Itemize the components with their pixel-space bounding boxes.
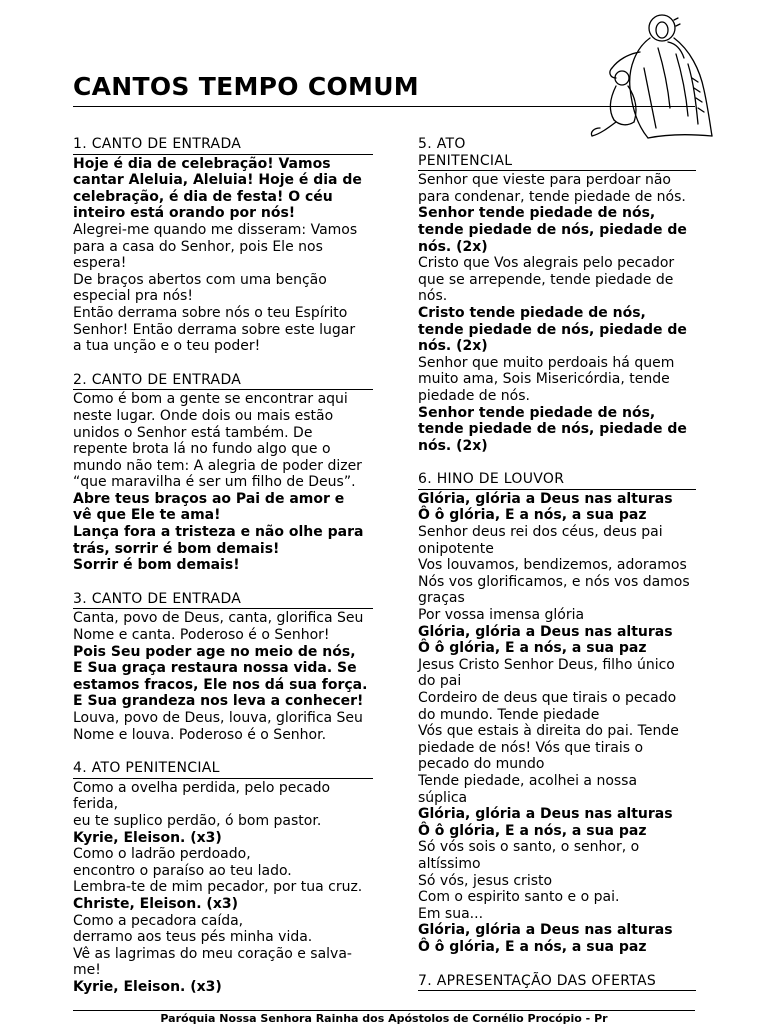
refrain-line: Christe, Eleison. (x3): [73, 895, 238, 912]
refrain-line: E Sua graça restaura nossa vida. Se: [73, 660, 357, 677]
refrain-line: Glória, glória a Deus nas alturas: [418, 490, 673, 507]
refrain-line: Ô ô glória, E a nós, a sua paz: [418, 640, 647, 657]
lyric-line: repente brota lá no fundo algo que o: [73, 441, 331, 458]
song-section: [418, 973, 696, 992]
refrain-line: inteiro está orando por nós!: [73, 205, 296, 222]
lyric-line: Em sua...: [418, 905, 484, 922]
lyric-line: Senhor que muito perdoais há quem: [418, 354, 675, 371]
lyric-line: Como a ovelha perdida, pelo pecado: [73, 779, 331, 796]
lyric-line: que se arrepende, tende piedade de: [418, 271, 674, 288]
lyric-line: Canta, povo de Deus, canta, glorifica Seu: [73, 610, 364, 627]
lyric-line: Nome e canta. Poderoso é o Senhor!: [73, 627, 330, 644]
refrain-line: tende piedade de nós, piedade de: [418, 221, 687, 238]
lyric-line: Senhor que vieste para perdoar não: [418, 172, 671, 189]
refrain-line: nós. (2x): [418, 437, 488, 454]
lyric-line: onipotente: [418, 540, 494, 557]
section-heading: 5. ATO PENITENCIAL: [418, 136, 696, 171]
song-section: [418, 136, 696, 454]
refrain-line: E Sua grandeza nos leva a conhecer!: [73, 693, 364, 710]
lyric-line: do pai: [418, 673, 462, 690]
refrain-line: Cristo tende piedade de nós,: [418, 304, 646, 321]
footer-text: Paróquia Nossa Senhora Rainha dos Apóstolos de Cornélio Procópio - Pr: [160, 1012, 608, 1025]
refrain-line: Pois Seu poder age no meio de nós,: [73, 643, 356, 660]
refrain-line: Kyrie, Eleison. (x3): [73, 978, 222, 995]
refrain-line: Abre teus braços ao Pai de amor e: [73, 490, 345, 507]
lyric-line: Só vós sois o santo, o senhor, o: [418, 839, 640, 856]
lyric-line: Com o espirito santo e o pai.: [418, 889, 620, 906]
song-section: [73, 136, 373, 355]
lyric-line: Como a pecadora caída,: [73, 912, 244, 929]
refrain-line: Glória, glória a Deus nas alturas: [418, 806, 673, 823]
lyric-line: De braços abertos com uma benção: [73, 271, 327, 288]
lyric-line: me!: [73, 962, 101, 979]
refrain-line: tende piedade de nós, piedade de: [418, 321, 687, 338]
refrain-line: tende piedade de nós, piedade de: [418, 421, 687, 438]
lyric-line: Vê as lagrimas do meu coração e salva-: [73, 945, 352, 962]
section-heading: 4. ATO PENITENCIAL: [73, 760, 373, 779]
lyric-line: Como é bom a gente se encontrar aqui: [73, 391, 348, 408]
lyric-line: Senhor deus rei dos céus, deus pai: [418, 524, 663, 541]
section-heading: 6. HINO DE LOUVOR: [418, 471, 696, 490]
lyric-line: Nós vos glorificamos, e nós vos damos: [418, 573, 690, 590]
lyric-line: neste lugar. Onde dois ou mais estão: [73, 407, 334, 424]
lyric-line: encontro o paraíso ao teu lado.: [73, 862, 292, 879]
refrain-line: Hoje é dia de celebração! Vamos: [73, 155, 331, 172]
section-heading: 2. CANTO DE ENTRADA: [73, 372, 373, 391]
refrain-line: Senhor tende piedade de nós,: [418, 404, 656, 421]
section-heading: 1. CANTO DE ENTRADA: [73, 136, 373, 155]
lyric-line: Senhor! Então derrama sobre este lugar: [73, 321, 356, 338]
lyric-line: Como o ladrão perdoado,: [73, 846, 251, 863]
refrain-line: Ô ô glória, E a nós, a sua paz: [418, 822, 647, 839]
refrain-line: nós. (2x): [418, 338, 488, 355]
lyric-line: súplica: [418, 789, 468, 806]
lyric-line: derramo aos teus pés minha vida.: [73, 929, 313, 946]
refrain-line: Lança fora a tristeza e não olhe para: [73, 524, 364, 541]
saint-with-child-drawing-icon: [578, 8, 718, 142]
refrain-line: Ô ô glória, E a nós, a sua paz: [418, 507, 647, 524]
lyric-line: espera!: [73, 255, 127, 272]
refrain-line: estamos fracos, Ele nos dá sua força.: [73, 676, 368, 693]
lyric-line: Louva, povo de Deus, louva, glorifica Seu: [73, 710, 363, 726]
refrain-line: vê que Ele te ama!: [73, 507, 221, 524]
lyric-line: Lembra-te de mim pecador, por tua cruz.: [73, 879, 363, 896]
lyric-line: Jesus Cristo Senhor Deus, filho único: [418, 656, 675, 673]
lyric-line: Nome e louva. Poderoso é o Senhor.: [73, 726, 327, 743]
lyric-line: unidos o Senhor está também. De: [73, 424, 313, 441]
right-column: [418, 136, 696, 1008]
refrain-line: Glória, glória a Deus nas alturas: [418, 623, 673, 640]
lyric-line: Cordeiro de deus que tirais o pecado: [418, 690, 677, 706]
section-heading: 7. APRESENTAÇÃO DAS OFERTAS: [418, 973, 696, 992]
lyric-line: “que maravilha é ser um filho de Deus”.: [73, 474, 356, 491]
refrain-line: cantar Aleluia, Aleluia! Hoje é dia de: [73, 172, 362, 189]
refrain-line: trás, sorrir é bom demais!: [73, 540, 280, 557]
refrain-line: Kyrie, Eleison. (x3): [73, 829, 222, 846]
section-heading: 3. CANTO DE ENTRADA: [73, 591, 373, 610]
song-section: [73, 372, 373, 574]
refrain-line: Ô ô glória, E a nós, a sua paz: [418, 938, 647, 955]
lyric-line: pecado do mundo: [418, 756, 545, 773]
lyric-line: para a casa do Senhor, pois Ele nos: [73, 238, 323, 255]
refrain-line: celebração, é dia de festa! O céu: [73, 188, 333, 205]
lyric-line: muito ama, Sois Misericórdia, tende: [418, 371, 670, 388]
refrain-line: nós. (2x): [418, 238, 488, 255]
lyric-line: Cristo que Vos alegrais pelo pecador: [418, 255, 675, 272]
footer-divider: [73, 1010, 695, 1011]
lyric-line: Então derrama sobre nós o teu Espírito: [73, 304, 348, 321]
lyric-line: piedade de nós.: [418, 387, 530, 404]
refrain-line: Glória, glória a Deus nas alturas: [418, 922, 673, 939]
lyric-line: nós.: [418, 288, 448, 305]
lyric-line: altíssimo: [418, 855, 481, 872]
left-column: [73, 136, 373, 1013]
lyric-line: mundo não tem: A alegria de poder dizer: [73, 457, 362, 474]
lyric-line: piedade de nós! Vós que tirais o: [418, 739, 644, 756]
lyric-line: do mundo. Tende piedade: [418, 706, 600, 723]
lyric-line: graças: [418, 590, 465, 607]
song-section: [73, 760, 373, 995]
lyric-line: Vos louvamos, bendizemos, adoramos: [418, 557, 687, 574]
lyric-line: Por vossa imensa glória: [418, 607, 585, 624]
song-section: [73, 591, 373, 743]
refrain-line: Senhor tende piedade de nós,: [418, 205, 656, 222]
lyric-line: especial pra nós!: [73, 288, 193, 305]
lyric-line: Alegrei-me quando me disseram: Vamos: [73, 221, 358, 238]
lyric-line: ferida,: [73, 796, 119, 813]
page-title: CANTOS TEMPO COMUM: [73, 72, 419, 101]
lyric-line: Só vós, jesus cristo: [418, 872, 553, 889]
lyric-line: eu te suplico perdão, ó bom pastor.: [73, 812, 322, 829]
lyric-line: Vós que estais à direita do pai. Tende: [418, 723, 679, 740]
lyric-line: para condenar, tende piedade de nós.: [418, 188, 686, 205]
lyric-line: a tua unção e o teu poder!: [73, 338, 261, 355]
song-section: [418, 471, 696, 955]
lyric-line: Tende piedade, acolhei a nossa: [418, 772, 638, 789]
refrain-line: Sorrir é bom demais!: [73, 557, 240, 574]
